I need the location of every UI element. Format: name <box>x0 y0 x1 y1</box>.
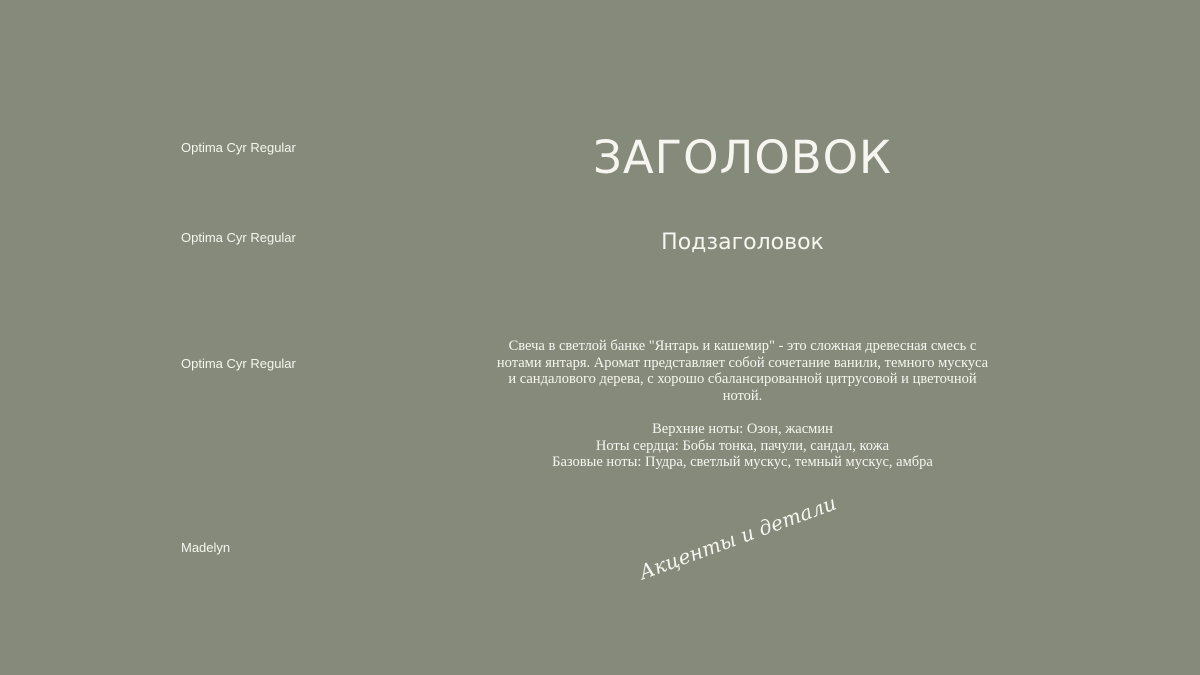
sample-body-text <box>450 338 1035 404</box>
font-label-body: Optima Cyr Regular <box>181 356 296 371</box>
sample-title: ЗАГОЛОВОК <box>593 131 892 184</box>
heart-notes: Ноты сердца: Бобы тонка, пачули, сандал, кожа <box>595 437 890 454</box>
font-label-title: Optima Cyr Regular <box>181 140 296 155</box>
base-notes: Базовые ноты: Пудра, светлый мускус, темный мускус, амбра <box>552 454 933 470</box>
sample-subtitle: Подзаголовок <box>661 230 824 255</box>
body-paragraph: Свеча в светлой банке "Янтарь и кашемир" - это сложная древесная смесь с нотами янтаря. Аромат представляет собой сочетание ванили, темного мускуса и сандалового дерева, с хорошо сбалансированной цитрусовой и цветочной нотой. <box>496 338 989 404</box>
font-label-accent: Madelyn <box>181 540 231 555</box>
sample-notes <box>450 421 1035 471</box>
top-notes: Верхние ноты: Озон, жасмин <box>652 421 833 437</box>
sample-accent-script: Акценты и детали <box>635 490 840 585</box>
font-label-subtitle: Optima Cyr Regular <box>181 230 296 245</box>
